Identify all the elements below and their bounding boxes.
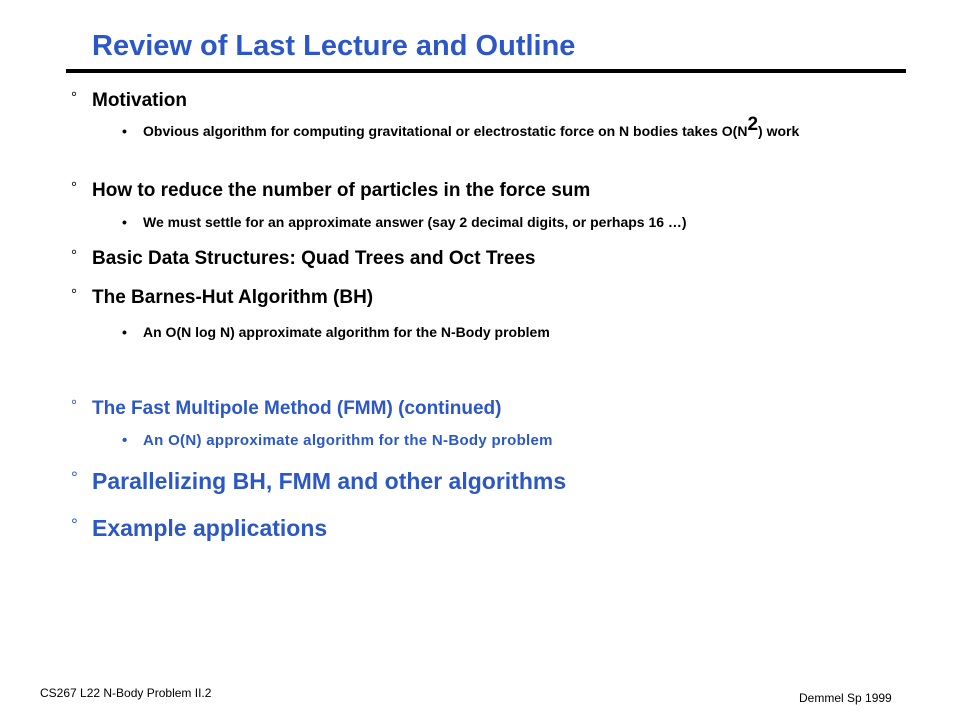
degree-marker: ° [71,89,77,106]
degree-marker: ° [71,286,77,303]
sub-item-text: An O(N) approximate algorithm for the N-Body problem [143,432,553,449]
sub-item-tail: ) work [758,123,800,139]
degree-marker: ° [71,179,77,196]
bullet-marker: • [122,123,127,139]
slide-title: Review of Last Lecture and Outline [92,30,576,62]
bullet-marker: • [122,214,127,230]
outline-heading: Example applications [92,515,328,541]
sub-item-fmm [122,432,887,450]
outline-heading: Parallelizing BH, FMM and other algorithms [92,468,567,494]
outline-heading: Motivation [92,90,187,111]
sub-item-text: An O(N log N) approximate algorithm for the N-Body problem [143,324,550,340]
outline-heading: The Barnes-Hut Algorithm (BH) [92,287,374,308]
footer-author: Demmel Sp 1999 [799,691,892,705]
outline-item-fmm [71,399,502,418]
sub-item-reduce [122,213,887,231]
bullet-marker: • [122,324,127,340]
outline-heading: The Fast Multipole Method (FMM) (continued) [92,398,502,419]
degree-marker: ° [71,397,77,414]
sub-item-text: We must settle for an approximate answer (say 2 decimal digits, or perhaps 16 …) [143,214,687,230]
exponent: 2 [747,114,759,135]
outline-item-motivation [71,91,187,110]
outline-item-reduce [71,181,590,200]
outline-item-structures [71,249,536,268]
title-rule [66,69,906,73]
sub-item-bh [122,323,887,341]
degree-marker: ° [71,468,78,487]
sub-item-motivation [122,114,867,140]
outline-item-parallel [71,470,566,493]
degree-marker: ° [71,515,78,534]
bullet-marker: • [122,432,128,449]
outline-item-bh [71,288,373,307]
footer-course: CS267 L22 N-Body Problem II.2 [40,686,212,700]
outline-heading: How to reduce the number of particles in the force sum [92,180,591,201]
outline-heading: Basic Data Structures: Quad Trees and Oct Trees [92,248,536,269]
outline-item-apps [71,517,327,540]
sub-item-text: Obvious algorithm for computing gravitational or electrostatic force on N bodies takes O(N [143,123,748,139]
degree-marker: ° [71,247,77,264]
